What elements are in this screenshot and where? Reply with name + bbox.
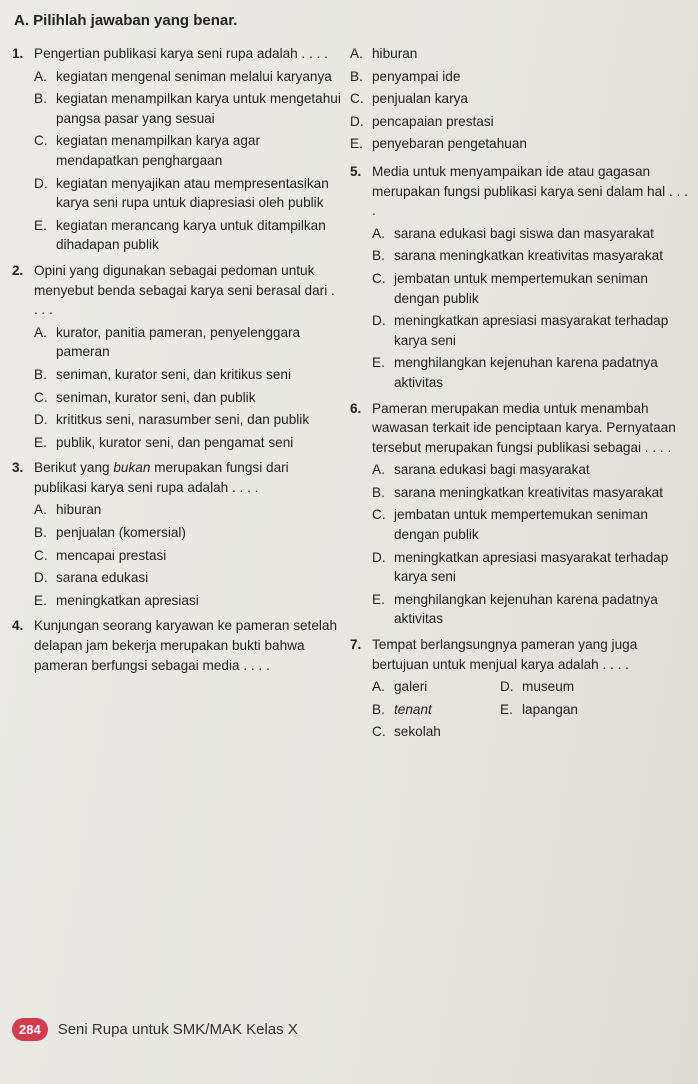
option[interactable] [372,722,492,742]
option[interactable] [34,500,342,520]
option[interactable] [350,67,690,87]
option[interactable] [34,410,342,430]
page-number: 284 [12,1018,48,1041]
option[interactable] [34,591,342,611]
question-5 [350,162,690,393]
question-text-part: merupakan fungsi dari publikasi karya seni rupa adalah . . . . [34,460,289,495]
option-text: penyampai ide [372,68,461,84]
question-1 [12,44,342,255]
option-letter: A. [372,225,385,241]
option[interactable] [372,353,690,392]
option-letter: C. [34,547,48,563]
option-letter: B. [350,68,363,84]
option-letter: B. [34,525,47,541]
option-letter: B. [34,91,47,107]
option[interactable] [372,311,690,350]
option-letter: A. [372,462,385,478]
option-letter: C. [350,91,364,107]
option-letter: B. [372,248,385,264]
option[interactable] [500,700,620,720]
option[interactable] [350,134,690,154]
option[interactable] [350,112,690,132]
option-letter: B. [34,366,47,382]
option-letter: E. [34,592,47,608]
option-text: jembatan untuk mempertemukan seniman dengan publik [394,270,648,306]
option-letter: D. [34,570,48,586]
option[interactable] [34,216,342,255]
option-text: penyebaran pengetahuan [372,136,527,152]
question-text: Media untuk menyampaikan ide atau gagasan merupakan fungsi publikasi karya seni dalam hal . . . . [372,163,688,219]
option[interactable] [372,460,690,480]
option-text: tenant [394,701,432,717]
section-title: A. Pilihlah jawaban yang benar. [14,12,238,29]
question-4-options [350,44,690,154]
option-letter: A. [34,324,47,340]
option[interactable] [34,174,342,213]
option-letter: C. [372,270,386,286]
option-letter: B. [372,701,385,717]
question-number: 2. [12,262,24,278]
option-text: mencapai prestasi [56,547,167,563]
question-text: Opini yang digunakan sebagai pedoman untuk menyebut benda sebagai karya seni berasal dari . . . . [34,262,335,318]
question-2 [12,261,342,452]
option-text: seniman, kurator seni, dan kritikus seni [56,366,291,382]
option-text: krititkus seni, narasumber seni, dan publik [56,412,310,428]
option[interactable] [372,246,690,266]
option[interactable] [34,523,342,543]
option-text: sekolah [394,724,441,740]
option[interactable] [34,131,342,170]
option[interactable] [34,67,342,87]
option[interactable] [372,483,690,503]
question-number: 4. [12,618,24,634]
option-text: museum [522,679,575,695]
option[interactable] [372,700,492,720]
option-letter: A. [372,679,385,695]
option[interactable] [372,224,690,244]
option[interactable] [34,89,342,128]
option-text: kegiatan menampilkan karya untuk mengetahui pangsa pasar yang sesuai [56,91,341,126]
option-text: sarana edukasi [56,570,149,586]
question-7 [350,635,690,742]
question-text: Kunjungan seorang karyawan ke pameran setelah delapan jam bekerja merupakan bukti bahwa pameran berfungsi sebagai media . . . . [34,618,338,673]
option-letter: D. [350,113,364,129]
option-letter: D. [34,175,48,191]
option-letter: E. [34,434,47,450]
option[interactable] [34,568,342,588]
option[interactable] [350,44,690,64]
option-letter: C. [34,389,48,405]
question-number: 1. [12,46,24,61]
option-letter: B. [372,484,385,500]
book-title: Seni Rupa untuk SMK/MAK Kelas X [57,1021,298,1038]
option-letter: C. [372,724,386,740]
option-text: galeri [394,679,428,695]
question-6 [350,399,690,630]
option-text: lapangan [522,701,578,717]
question-number: 3. [12,460,24,476]
option-text: kurator, panitia pameran, penyelenggara pameran [56,324,301,360]
option-text: kegiatan menyajikan atau mempresentasikan karya seni rupa untuk diapresiasi oleh publik [56,175,329,211]
option-letter: D. [372,313,386,329]
page-footer [12,1018,298,1041]
question-4 [12,616,342,675]
option-letter: C. [34,133,48,149]
option-letter: E. [372,355,385,371]
question-text: Pameran merupakan media untuk menambah wawasan terkait ide penciptaan karya. Pernyataan tersebut merupakan fungsi publikasi sebagai . . . . [372,400,676,455]
option-text: sarana meningkatkan kreativitas masyarakat [394,248,663,264]
option-text: penjualan karya [372,91,468,107]
option[interactable] [500,677,620,697]
option-letter: A. [34,502,47,518]
question-text-emphasis: bukan [113,460,151,476]
option[interactable] [372,590,690,629]
option[interactable] [34,546,342,566]
option[interactable] [372,677,492,697]
option[interactable] [350,89,690,109]
left-column [12,44,342,681]
option-text: pencapaian prestasi [372,113,494,129]
option[interactable] [34,365,342,385]
option-text: penjualan (komersial) [56,525,186,541]
option-text: jembatan untuk mempertemukan seniman dengan publik [394,507,648,543]
option-letter: A. [34,68,47,84]
option-text: kegiatan mengenal seniman melalui karyanya [56,68,332,84]
option-letter: D. [34,412,48,428]
option-text: publik, kurator seni, dan pengamat seni [56,434,294,450]
option-text: menghilangkan kejenuhan karena padatnya aktivitas [394,355,658,390]
question-number: 6. [350,400,362,416]
option-text: hiburan [56,502,102,518]
option-letter: A. [350,46,363,61]
question-number: 5. [350,163,362,179]
option-text: menghilangkan kejenuhan karena padatnya aktivitas [394,591,658,627]
option[interactable] [372,548,690,587]
option-text: meningkatkan apresiasi masyarakat terhadap karya seni [394,549,669,585]
option-letter: C. [372,507,386,523]
option-text: sarana edukasi bagi masyarakat [394,462,590,478]
question-text [34,458,342,497]
option-letter: D. [500,679,514,695]
option[interactable] [34,433,342,453]
option-text: meningkatkan apresiasi masyarakat terhadap karya seni [394,313,669,348]
question-text: Pengertian publikasi karya seni rupa adalah . . . . [34,46,328,61]
option[interactable] [34,388,342,408]
option[interactable] [372,505,690,544]
option-text: kegiatan menampilkan karya agar mendapatkan penghargaan [56,133,261,168]
question-text: Tempat berlangsungnya pameran yang juga bertujuan untuk menjual karya adalah . . . . [372,637,638,672]
right-column [350,44,690,748]
option-letter: E. [500,701,513,717]
option-letter: E. [350,136,363,152]
option-text: kegiatan merancang karya untuk ditampilkan dihadapan publik [56,217,326,253]
option-text: sarana edukasi bagi siswa dan masyarakat [394,225,654,241]
question-number: 7. [350,637,362,653]
question-3 [12,458,342,610]
question-text-part: Berikut yang [34,460,114,476]
option-letter: E. [34,217,47,233]
option-text: hiburan [372,46,418,61]
option[interactable] [372,269,690,308]
option[interactable] [34,323,342,362]
option-text: meningkatkan apresiasi [56,592,199,608]
option-letter: D. [372,549,386,565]
option-text: seniman, kurator seni, dan publik [56,389,256,405]
option-text: sarana meningkatkan kreativitas masyarakat [394,484,663,500]
option-letter: E. [372,591,385,607]
